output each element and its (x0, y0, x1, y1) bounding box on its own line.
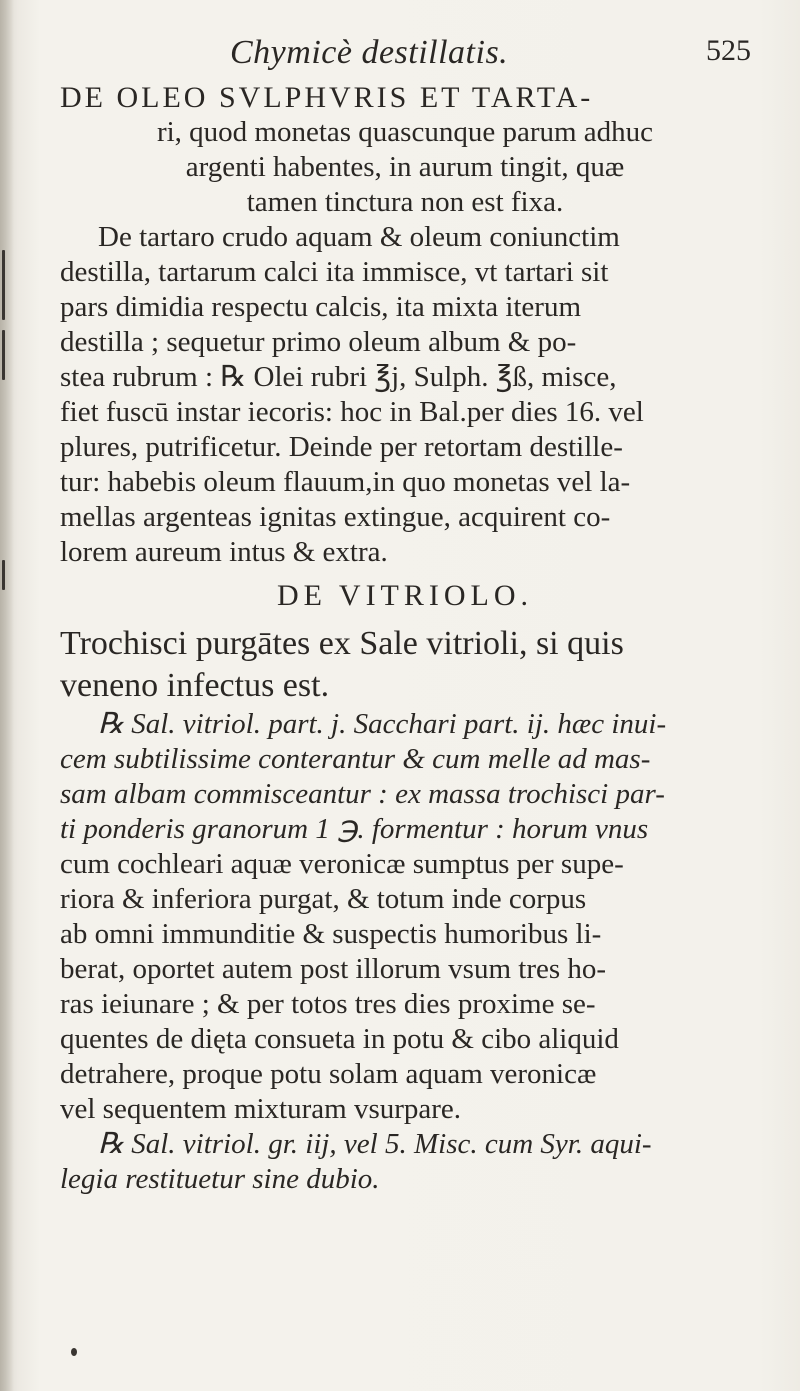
text-line: fiet fuscū instar iecoris: hoc in Bal.per dies 16. vel (60, 396, 644, 428)
text-line: destilla ; sequetur primo oleum album & po- (60, 326, 577, 358)
text-line: detrahere, proque potu solam aquam veronicæ (60, 1058, 597, 1090)
text-line: riora & inferiora purgat, & totum inde corpus (60, 883, 587, 915)
text-block (60, 80, 750, 1197)
margin-mark (2, 330, 5, 380)
text-line: lorem aureum intus & extra. (60, 536, 388, 568)
text-line: ri, quod monetas quascunque parum adhuc (156, 116, 654, 148)
text-line: destilla, tartarum calci ita immisce, vt tartari sit (60, 256, 609, 288)
text-line: DE VITRIOLO. (276, 579, 534, 612)
text-line: tamen tinctura non est fixa. (246, 186, 564, 218)
text-line: ti ponderis granorum 1 ℈. formentur : horum vnus (60, 813, 649, 845)
text-line: DE OLEO SVLPHVRIS ET TARTA- (60, 81, 594, 114)
text-line: stea rubrum : ℞ Olei rubri ℥j, Sulph. ℥ß, misce, (60, 361, 617, 393)
text-line: ras ieiunare ; & per totos tres dies proxime se- (60, 988, 596, 1020)
ink-dot (71, 1348, 77, 1356)
text-line: ℞ Sal. vitriol. gr. iij, vel 5. Misc. cum Syr. aqui- (98, 1128, 652, 1160)
gutter-shadow (0, 0, 14, 1391)
text-line: Trochisci purgātes ex Sale vitrioli, si quis (60, 625, 624, 662)
text-line: ℞ Sal. vitriol. part. j. Sacchari part. ij. hæc inui- (98, 708, 667, 740)
margin-mark (2, 250, 5, 320)
text-line: legia restituetur sine dubio. (60, 1163, 380, 1195)
text-line: plures, putrificetur. Deinde per retortam destille- (60, 431, 623, 463)
text-line: quentes de dięta consueta in potu & cibo aliquid (60, 1023, 619, 1055)
text-line: ab omni immunditie & suspectis humoribus li- (60, 918, 602, 950)
text-line: pars dimidia respectu calcis, ita mixta iterum (60, 291, 582, 323)
text-line: cem subtilissime conterantur & cum melle ad mas- (60, 743, 651, 775)
text-line: berat, oportet autem post illorum vsum tres ho- (60, 953, 607, 985)
text-line: De tartaro crudo aquam & oleum coniunctim (98, 221, 620, 253)
text-line: tur: habebis oleum flauum,in quo monetas vel la- (60, 466, 631, 498)
text-line: cum cochleari aquæ veronicæ sumptus per supe- (60, 848, 624, 880)
page-number: 525 (706, 34, 751, 67)
text-line: veneno infectus est. (60, 667, 330, 704)
running-head (0, 34, 800, 74)
running-title: Chymicè destillatis. (230, 34, 509, 71)
text-line: vel sequentem mixturam vsurpare. (60, 1093, 462, 1125)
text-line: sam albam commisceantur : ex massa trochisci par- (60, 778, 665, 810)
text-line: argenti habentes, in aurum tingit, quæ (185, 151, 625, 183)
text-line: mellas argenteas ignitas extingue, acquirent co- (60, 501, 611, 533)
margin-mark (2, 560, 5, 590)
